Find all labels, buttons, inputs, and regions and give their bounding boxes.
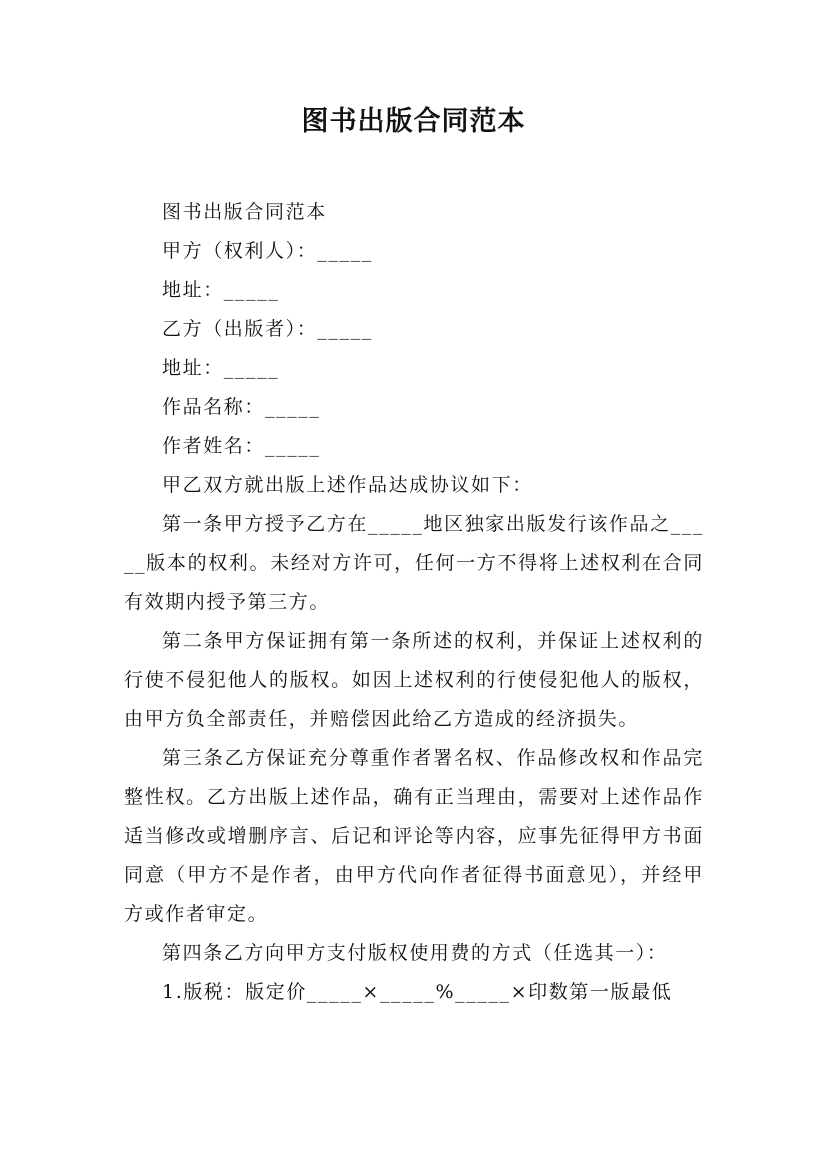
party-a-line: 甲方（权利人）：_____ [162, 240, 373, 262]
party-a-address-line: 地址：_____ [162, 279, 280, 301]
article-4: 第四条乙方向甲方支付版权使用费的方式（任选其一）： [162, 942, 668, 964]
agreement-intro: 甲乙双方就出版上述作品达成协议如下： [162, 474, 533, 496]
work-title-line: 作品名称：_____ [162, 396, 321, 418]
party-b-line: 乙方（出版者）：_____ [162, 318, 373, 340]
document-body [124, 193, 704, 1012]
article-3: 第三条乙方保证充分尊重作者署名权、作品修改权和作品完整性权。乙方出版上述作品，确有正当理由，需要对上述作品作适当修改或增删序言、后记和评论等内容，应事先征得甲方书面同意（甲方不是作者，由甲方代向作者征得书面意见），并经甲方或作者审定。 [124, 747, 704, 925]
party-b-address-line: 地址：_____ [162, 357, 280, 379]
article-2: 第二条甲方保证拥有第一条所述的权利，并保证上述权利的行使不侵犯他人的版权。如因上述权利的行使侵犯他人的版权，由甲方负全部责任，并赔偿因此给乙方造成的经济损失。 [124, 630, 704, 730]
document-title: 图书出版合同范本 [301, 106, 526, 137]
author-name-line: 作者姓名：_____ [162, 435, 321, 457]
paragraph-heading: 图书出版合同范本 [162, 201, 327, 223]
article-4-item-1: 1.版税：版定价_____×_____%_____×印数第一版最低 [162, 981, 673, 1003]
article-1: 第一条甲方授予乙方在_____地区独家出版发行该作品之_____版本的权利。未经对方许可，任何一方不得将上述权利在合同有效期内授予第三方。 [124, 513, 705, 613]
